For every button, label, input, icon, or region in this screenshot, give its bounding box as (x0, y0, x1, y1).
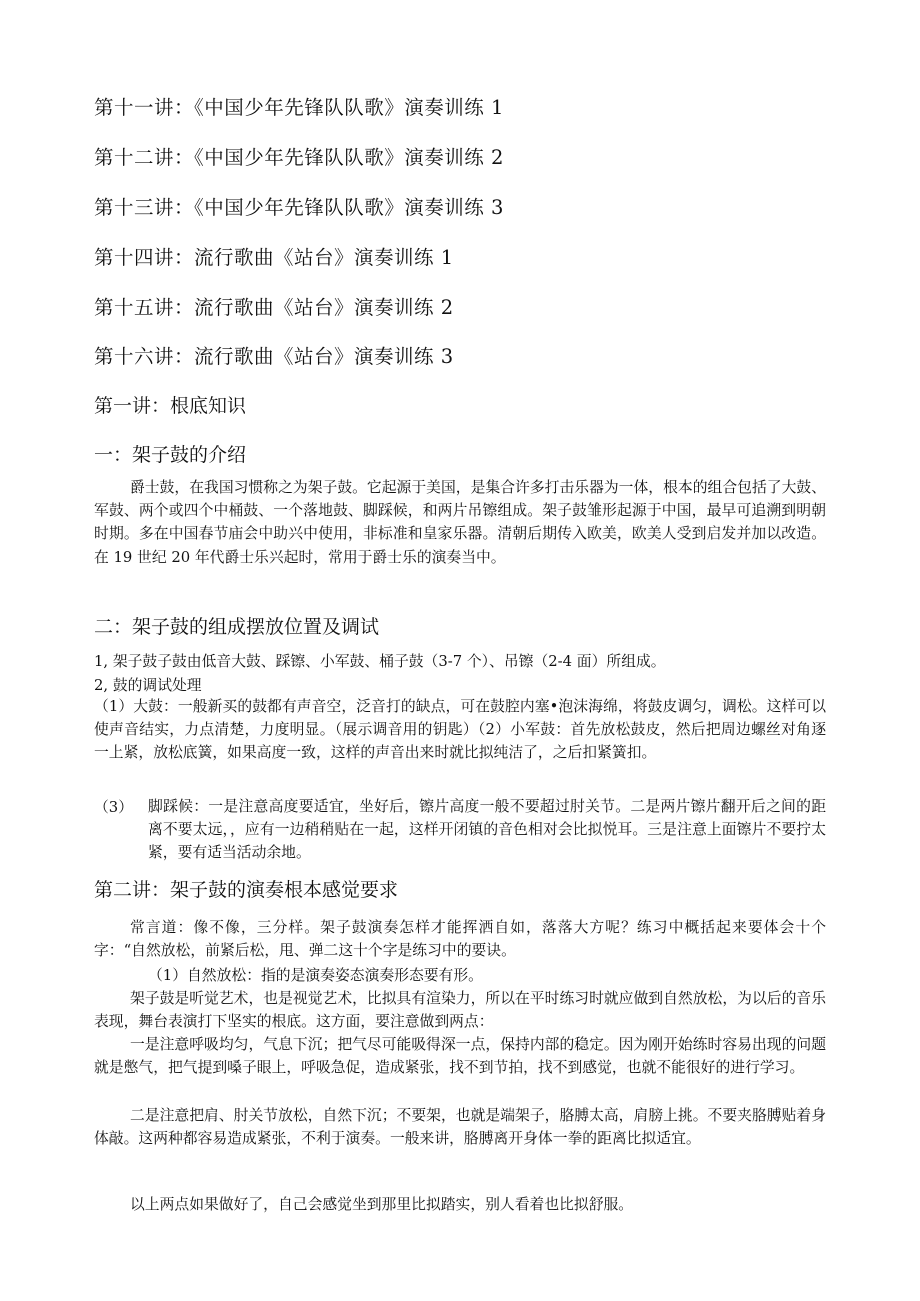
section-2-item-1: 1, 架子鼓子鼓由低音大鼓、踩镲、小军鼓、桶子鼓（3-7 个）、吊镲（2-4 面）所组成。 (94, 653, 666, 670)
lecture-2-paragraph-5: 以上两点如果做好了，自己会感觉坐到那里比拟踏实，别人看着也比拟舒服。 (130, 1196, 634, 1213)
section-2-item-3-marker: （3） (94, 799, 134, 816)
section-1-paragraph: 爵士鼓，在我国习惯称之为架子鼓。它起源于美国，是集合许多打击乐器为一体，根本的组合包括了大鼓、军鼓、两个或四个中桶鼓、一个落地鼓、脚踩候，和两片吊镲组成。架子鼓雏形起源于中国，最早可追溯到明朝时期。多在中国春节庙会中助兴中使用，非标准和皇家乐器。清朝后期传入欧美，欧美人受到启发并加以改造。在 19 世纪 20 年代爵士乐兴起时，常用于爵士乐的演奏当中。 (94, 479, 826, 566)
lecture-15-title: 第十五讲：流行歌曲《站台》演奏训练 2 (94, 296, 454, 319)
lecture-2-paragraph-1: 常言道：像不像，三分样。架子鼓演奏怎样才能挥洒自如，落落大方呢？练习中概括起来要体会十个字：“自然放松，前紧后松，甩、弹二这十个字是练习中的要诀。 (94, 919, 826, 960)
lecture-13-title: 第十三讲：《中国少年先锋队队歌》演奏训练 3 (94, 196, 504, 219)
lecture-14-title: 第十四讲：流行歌曲《站台》演奏训练 1 (94, 246, 454, 269)
lecture-1-title: 第一讲：根底知识 (94, 395, 247, 417)
lecture-12-title: 第十二讲：《中国少年先锋队队歌》演奏训练 2 (94, 146, 504, 169)
lecture-2-item-1: （1）自然放松：指的是演奏姿态演奏形态要有形。 (148, 967, 483, 984)
section-2-heading: 二：架子鼓的组成摆放位置及调试 (94, 616, 380, 638)
section-2-paragraph-2: 脚踩候：一是注意高度要适宜，坐好后，镲片高度一般不要超过肘关节。二是两片镲片翻开后之间的距离不要太远，，应有一边稍稍贴在一起，这样开闭镇的音色相对会比拟悦耳。三是注意上面镲片不要拧太紧，要有适当活动余地。 (148, 798, 826, 862)
lecture-2-paragraph-3: 一是注意呼吸均匀，气息下沉；把气尽可能吸得深一点，保持内部的稳定。因为刚开始练时容易出现的问题就是憋气，把气提到嗓子眼上，呼吸急促，造成紧张，找不到节拍，找不到感觉，也就不能很好的进行学习。 (94, 1036, 826, 1077)
lecture-16-title: 第十六讲：流行歌曲《站台》演奏训练 3 (94, 345, 454, 368)
section-1-heading: 一：架子鼓的介绍 (94, 444, 247, 466)
section-2-paragraph-1: （1）大鼓：一般新买的鼓都有声音空，泛音打的缺点，可在鼓腔内塞•泡沫海绵，将鼓皮调匀，调松。这样可以使声音结实，力点清楚，力度明显。（展示调音用的钥匙）（2）小军鼓：首先放松鼓皮，然后把周边螺丝对角逐一上紧，放松底簧，如果高度一致，这样的声音出来时就比拟纯洁了，之后扣紧簧扣。 (94, 698, 826, 762)
section-2-item-2: 2, 鼓的调试处理 (94, 677, 202, 694)
lecture-11-title: 第十一讲：《中国少年先锋队队歌》演奏训练 1 (94, 96, 504, 119)
lecture-2-paragraph-2: 架子鼓是听觉艺术，也是视觉艺术，比拟具有渲染力，所以在平时练习时就应做到自然放松，为以后的音乐表现，舞台表演打下坚实的根底。这方面，要注意做到两点： (94, 990, 826, 1031)
lecture-2-paragraph-4: 二是注意把肩、肘关节放松，自然下沉；不要架，也就是端架子，胳膊太高，肩膀上挑。不要夹胳膊贴着身体敲。这两种都容易造成紧张，不利于演奏。一般来讲，胳膊离开身体一拳的距离比拟适宜。 (94, 1107, 826, 1148)
lecture-2-title: 第二讲：架子鼓的演奏根本感觉要求 (94, 879, 399, 901)
